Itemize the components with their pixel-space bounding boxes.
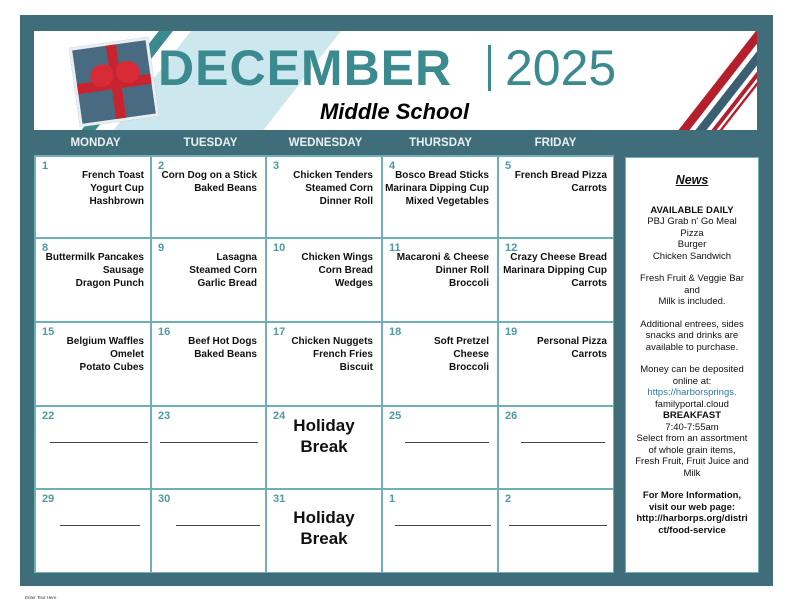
blank-line <box>395 525 491 526</box>
available-item: Burger <box>677 239 707 250</box>
blank-line <box>405 442 489 443</box>
day-number: 12 <box>505 242 518 254</box>
day-number: 26 <box>505 410 518 422</box>
day-cell <box>266 156 382 238</box>
blank-line <box>509 525 607 526</box>
day-number: 23 <box>158 410 171 422</box>
menu-item: Beef Hot Dogs <box>188 336 257 347</box>
day-number: 1 <box>389 493 396 505</box>
day-cell <box>266 489 382 573</box>
more-info-text: For More Information, <box>642 490 742 501</box>
additional-text: Additional entrees, sides <box>640 318 744 330</box>
menu-item: Steamed Corn <box>189 265 257 276</box>
menu-items <box>537 335 607 361</box>
menu-item: Personal Pizza <box>536 336 607 347</box>
day-header-friday: FRIDAY <box>534 137 577 149</box>
day-cell <box>35 238 151 322</box>
day-number: 3 <box>273 160 280 172</box>
day-header-thursday: THURSDAY <box>409 137 472 149</box>
fresh-text: Milk is included. <box>658 296 726 307</box>
blank-line <box>50 442 148 443</box>
holiday-line: Break <box>300 529 348 548</box>
menu-items <box>67 335 144 374</box>
menu-items <box>291 335 373 374</box>
additional-text: available to purchase. <box>645 341 739 353</box>
menu-item: Soft Pretzel <box>433 336 489 347</box>
menu-item: Biscuit <box>339 362 373 373</box>
blank-line <box>160 442 258 443</box>
breakfast-text: Select from an assortment <box>636 433 748 444</box>
day-cell <box>35 322 151 406</box>
day-cell <box>498 238 614 322</box>
breakfast-text: of whole grain items, <box>648 444 736 456</box>
breakfast-text: Fresh Fruit, Fruit Juice and <box>635 456 749 467</box>
menu-item: Broccoli <box>448 278 489 289</box>
day-number: 2 <box>505 493 512 505</box>
menu-item: Chicken Tenders <box>293 170 373 181</box>
day-number: 15 <box>42 326 55 338</box>
menu-item: Corn Dog on a Stick <box>161 170 257 181</box>
day-cell <box>35 406 151 489</box>
menu-item: Broccoli <box>448 362 489 373</box>
day-number: 10 <box>273 242 286 254</box>
menu-items <box>503 251 607 290</box>
news-panel <box>625 157 759 573</box>
menu-items <box>189 251 257 290</box>
day-number: 31 <box>273 493 286 505</box>
fresh-text: and <box>684 284 700 296</box>
calendar-grid <box>34 155 614 573</box>
year-title: 2025 <box>505 40 617 96</box>
menu-item: Carrots <box>571 349 607 360</box>
holiday-line: Holiday <box>293 508 355 527</box>
day-cell <box>151 489 266 573</box>
menu-item: Carrots <box>571 183 607 194</box>
menu-item: Omelet <box>110 349 144 360</box>
day-number: 16 <box>158 326 171 338</box>
breakfast-text: Milk <box>683 467 701 479</box>
menu-item: Dinner Roll <box>435 265 489 276</box>
menu-item: Wedges <box>334 278 373 289</box>
menu-item: Dinner Roll <box>319 196 373 207</box>
more-info-text: visit our web page: <box>648 501 736 513</box>
menu-item: Yogurt Cup <box>90 183 144 194</box>
holiday-label <box>267 415 381 457</box>
menu-item: Mixed Vegetables <box>405 196 489 207</box>
menu-item: Baked Beans <box>194 349 257 360</box>
day-number: 19 <box>505 326 518 338</box>
additional-text: snacks and drinks are <box>645 330 739 341</box>
school-name: Middle School <box>319 99 470 124</box>
day-cell <box>151 406 266 489</box>
menu-items <box>385 169 489 208</box>
money-text: online at: <box>672 375 712 387</box>
day-cell <box>498 322 614 406</box>
day-cell <box>382 322 498 406</box>
day-cell <box>266 238 382 322</box>
menu-item: Chicken Wings <box>301 252 373 263</box>
menu-item: Crazy Cheese Bread <box>510 252 607 263</box>
footer-text: Enter Text Here <box>25 595 57 600</box>
day-number: 18 <box>389 326 402 338</box>
breakfast-time: 7:40-7:55am <box>665 421 719 433</box>
day-cell <box>382 238 498 322</box>
menu-item: Buttermilk Pancakes <box>45 252 144 263</box>
menu-item: Carrots <box>571 278 607 289</box>
day-cell <box>266 406 382 489</box>
day-number: 17 <box>273 326 286 338</box>
news-title: News <box>675 173 709 187</box>
blank-line <box>521 442 605 443</box>
breakfast-title: BREAKFAST <box>662 410 722 421</box>
month-title: DECEMBER <box>158 40 453 96</box>
menu-item: Potato Cubes <box>79 362 144 373</box>
available-item: PBJ Grab n' Go Meal <box>647 216 737 227</box>
day-number: 1 <box>42 160 49 172</box>
holiday-label <box>267 507 381 549</box>
day-number: 2 <box>158 160 165 172</box>
day-number: 5 <box>505 160 512 172</box>
day-cell <box>498 489 614 573</box>
money-text: Money can be deposited <box>640 364 744 375</box>
menu-item: Garlic Bread <box>197 278 257 289</box>
day-header-wednesday: WEDNESDAY <box>288 137 363 149</box>
menu-item: Baked Beans <box>194 183 257 194</box>
day-number: 24 <box>273 410 286 422</box>
day-cell <box>151 156 266 238</box>
menu-item: Lasagna <box>216 252 257 263</box>
day-cell <box>382 489 498 573</box>
day-header-tuesday: TUESDAY <box>183 137 238 149</box>
menu-items <box>82 169 144 208</box>
day-cell <box>35 156 151 238</box>
menu-item: Belgium Waffles <box>66 336 144 347</box>
menu-item: Corn Bread <box>318 265 373 276</box>
day-number: 29 <box>42 493 55 505</box>
menu-items <box>293 169 373 208</box>
holiday-line: Break <box>300 437 348 456</box>
available-item: Pizza <box>680 227 704 239</box>
day-number: 11 <box>389 242 401 254</box>
menu-item: Bosco Bread Sticks <box>395 170 489 181</box>
day-header-monday: MONDAY <box>70 137 121 149</box>
menu-item: Marinara Dipping Cup <box>385 183 489 194</box>
family-portal-link[interactable]: https://harborsprings. <box>647 387 737 398</box>
menu-items <box>515 169 607 195</box>
holiday-line: Holiday <box>293 416 355 435</box>
menu-item: Dragon Punch <box>75 278 144 289</box>
menu-item: French Fries <box>312 349 373 360</box>
menu-item: French Toast <box>81 170 144 181</box>
menu-item: Macaroni & Cheese <box>396 252 489 263</box>
day-number: 30 <box>158 493 171 505</box>
menu-items <box>46 251 144 290</box>
menu-item: French Bread Pizza <box>514 170 607 181</box>
blank-line <box>176 525 260 526</box>
title-divider <box>488 45 491 91</box>
day-number: 9 <box>158 242 165 254</box>
day-cell <box>35 489 151 573</box>
day-cell <box>151 238 266 322</box>
menu-item: Marinara Dipping Cup <box>503 265 607 276</box>
menu-item: Cheese <box>453 349 489 360</box>
menu-items <box>188 335 257 361</box>
fresh-text: Fresh Fruit & Veggie Bar <box>639 273 745 284</box>
menu-item: Hashbrown <box>89 196 144 207</box>
menu-item: Sausage <box>102 265 144 276</box>
day-number: 22 <box>42 410 55 422</box>
day-cell <box>382 156 498 238</box>
day-cell <box>498 156 614 238</box>
menu-item: Steamed Corn <box>305 183 373 194</box>
family-portal-link-tail[interactable]: familyportal.cloud <box>655 398 729 410</box>
web-page-link-tail[interactable]: ct/food-service <box>658 524 726 536</box>
day-number: 25 <box>389 410 402 422</box>
blank-line <box>60 525 140 526</box>
menu-item: Chicken Nuggets <box>291 336 373 347</box>
available-item: Chicken Sandwich <box>652 250 732 262</box>
day-cell <box>266 322 382 406</box>
available-daily-title: AVAILABLE DAILY <box>650 204 734 216</box>
day-cell <box>382 406 498 489</box>
menu-items <box>301 251 373 290</box>
menu-items <box>434 335 489 374</box>
day-cell <box>498 406 614 489</box>
day-number: 8 <box>42 242 49 254</box>
menu-items <box>161 169 257 195</box>
day-cell <box>151 322 266 406</box>
web-page-link[interactable]: http://harborps.org/distri <box>636 513 748 524</box>
menu-items <box>397 251 489 290</box>
day-number: 4 <box>389 160 396 172</box>
